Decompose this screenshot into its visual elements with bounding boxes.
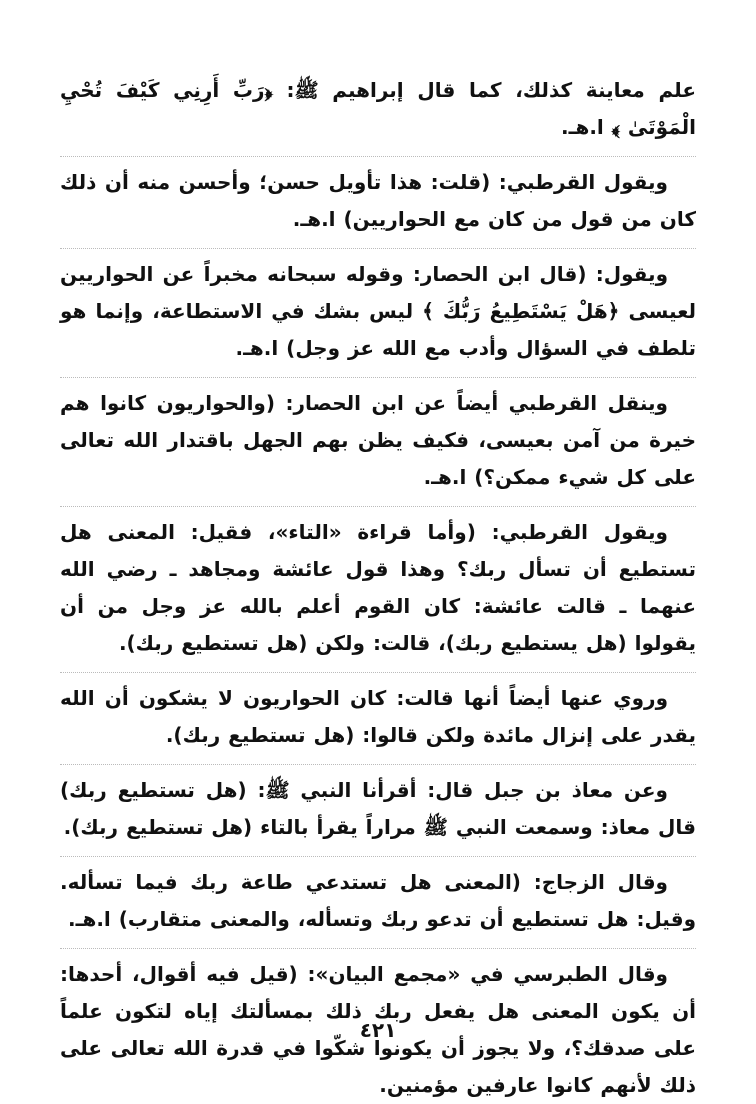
paragraph-9: وقال الطبرسي في «مجمع البيان»: (قيل فيه أقوال، أحدها: أن يكون المعنى هل يفعل ربك ذلك بمسألتك إياه لتكون علماً على صدقك؟، ولا يجوز أن يكونوا شكّوا في قدرة الله تعالى على ذلك لأنهم كانوا عارفين مؤمنين.	[60, 962, 696, 1097]
paragraph-divider	[60, 374, 696, 378]
paragraph-4: وينقل القرطبي أيضاً عن ابن الحصار: (والحواريون كانوا هم خيرة من آمن بعيسى، فكيف يظن بهم الجهل باقتدار الله تعالى على كل شيء ممكن؟) ا.هـ.	[60, 391, 696, 489]
paragraph-divider	[60, 153, 696, 157]
paragraph-3: ويقول: (قال ابن الحصار: وقوله سبحانه مخبراً عن الحواريين لعيسى ﴿هَلْ يَسْتَطِيعُ رَبُّكَ ﴾ ليس بشك في الاستطاعة، وإنما هو تلطف في السؤال وأدب مع الله عز وجل) ا.هـ.	[60, 262, 696, 360]
paragraph-7: وعن معاذ بن جبل قال: أقرأنا النبي ﷺ: (هل تستطيع ربك) قال معاذ: وسمعت النبي ﷺ مراراً يقرأ بالتاء (هل تستطيع ربك).	[60, 778, 696, 839]
paragraph-divider	[60, 761, 696, 765]
paragraph-1: علم معاينة كذلك، كما قال إبراهيم ﷺ: ﴿رَبِّ أَرِنِي كَيْفَ تُحْيِ الْمَوْتَىٰ ﴾ ا.هـ.	[60, 78, 696, 139]
paragraph-2: ويقول القرطبي: (قلت: هذا تأويل حسن؛ وأحسن منه أن ذلك كان من قول من كان مع الحواريين) ا.هـ.	[60, 170, 696, 231]
paragraph-divider	[60, 853, 696, 857]
paragraph-5: ويقول القرطبي: (وأما قراءة «التاء»، فقيل: المعنى هل تستطيع أن تسأل ربك؟ وهذا قول عائشة ومجاهد ـ رضي الله عنهما ـ قالت عائشة: كان القوم أعلم بالله عز وجل من أن يقولوا (هل يستطيع ربك)، قالت: ولكن (هل تستطيع ربك).	[60, 520, 696, 655]
paragraph-6: وروي عنها أيضاً أنها قالت: كان الحواريون لا يشكون أن الله يقدر على إنزال مائدة ولكن قالوا: (هل تستطيع ربك).	[60, 686, 696, 747]
page-number: ٤٢١	[359, 1018, 397, 1042]
page-body	[60, 72, 696, 1104]
paragraph-8: وقال الزجاج: (المعنى هل تستدعي طاعة ربك فيما تسأله. وقيل: هل تستطيع أن تدعو ربك وتسأله، والمعنى متقارب) ا.هـ.	[60, 870, 696, 931]
paragraph-divider	[60, 245, 696, 249]
paragraph-divider	[60, 503, 696, 507]
paragraph-divider	[60, 669, 696, 673]
paragraph-divider	[60, 945, 696, 949]
